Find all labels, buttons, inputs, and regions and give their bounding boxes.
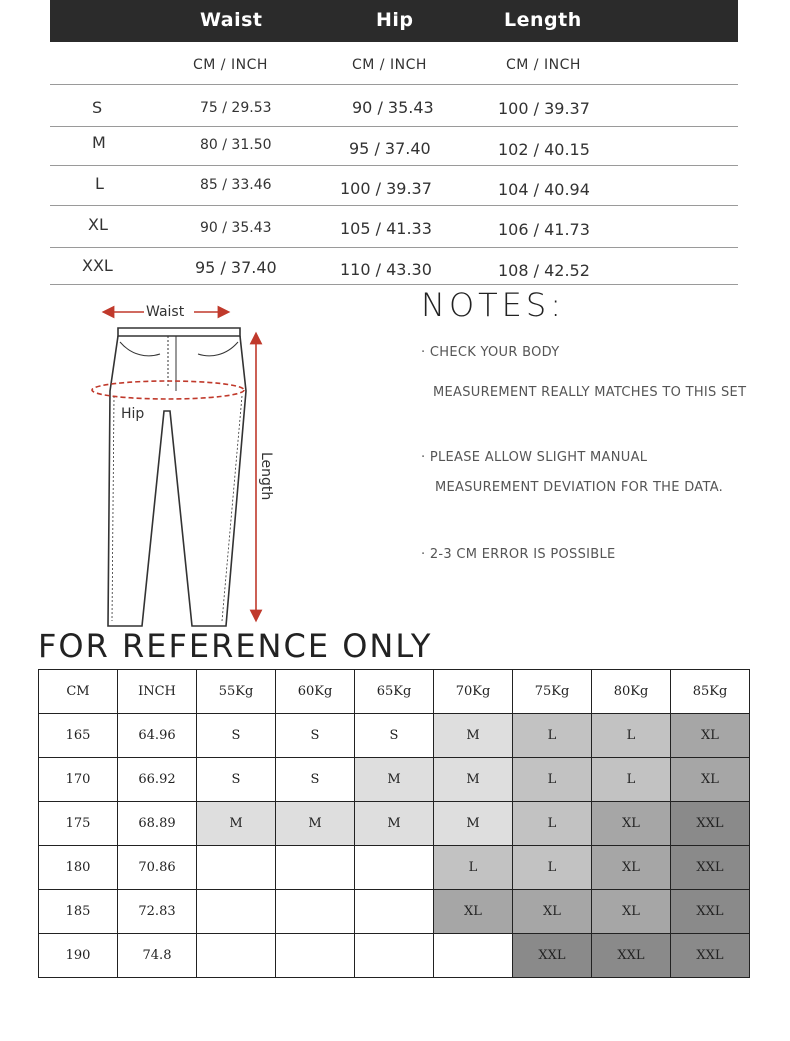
size-recommendation-cell: S: [197, 758, 276, 802]
size-recommendation-cell: L: [434, 846, 513, 890]
notes-title: NOTES:: [421, 286, 565, 324]
size-recommendation-cell: M: [434, 758, 513, 802]
hip-value: 90 / 35.43: [352, 98, 434, 117]
reference-row: [39, 846, 750, 890]
reference-table: [38, 669, 750, 978]
size-recommendation-cell: S: [197, 714, 276, 758]
size-row: [50, 206, 738, 248]
reference-row: [39, 714, 750, 758]
size-recommendation-cell: L: [513, 846, 592, 890]
size-table-header: [50, 0, 738, 42]
size-recommendation-cell: XXL: [671, 890, 750, 934]
height-inch-cell: 68.89: [118, 802, 197, 846]
height-cm-cell: 170: [39, 758, 118, 802]
size-recommendation-cell: XL: [671, 714, 750, 758]
size-recommendation-cell: M: [355, 802, 434, 846]
size-recommendation-cell: XXL: [671, 802, 750, 846]
size-recommendation-cell: [355, 934, 434, 978]
size-recommendation-cell: XL: [671, 758, 750, 802]
size-recommendation-cell: L: [592, 714, 671, 758]
size-recommendation-cell: [276, 934, 355, 978]
waist-value: 75 / 29.53: [200, 100, 272, 116]
size-recommendation-cell: XL: [592, 890, 671, 934]
size-recommendation-cell: [197, 846, 276, 890]
hip-value: 95 / 37.40: [349, 139, 431, 158]
waist-value: 80 / 31.50: [200, 137, 272, 153]
reference-header-cell: 80Kg: [592, 670, 671, 714]
size-label: M: [92, 133, 106, 152]
length-value: 106 / 41.73: [498, 220, 590, 239]
pants-diagram: [80, 296, 290, 632]
reference-header-cell: 70Kg: [434, 670, 513, 714]
pants-outline: [108, 328, 246, 626]
height-cm-cell: 180: [39, 846, 118, 890]
unit-length: CM / INCH: [506, 57, 581, 73]
size-recommendation-cell: S: [355, 714, 434, 758]
reference-row: [39, 934, 750, 978]
size-recommendation-cell: L: [513, 802, 592, 846]
length-value: 104 / 40.94: [498, 180, 590, 199]
size-recommendation-cell: L: [513, 714, 592, 758]
length-value: 102 / 40.15: [498, 140, 590, 159]
size-recommendation-cell: [276, 846, 355, 890]
hip-value: 100 / 39.37: [340, 179, 432, 198]
size-recommendation-cell: S: [276, 758, 355, 802]
size-label: L: [95, 174, 104, 193]
size-label: S: [92, 98, 103, 117]
size-recommendation-cell: XXL: [513, 934, 592, 978]
height-inch-cell: 74.8: [118, 934, 197, 978]
size-recommendation-cell: XL: [434, 890, 513, 934]
waist-value: 95 / 37.40: [195, 258, 277, 277]
size-row: [50, 85, 738, 127]
reference-header-row: [39, 670, 750, 714]
size-recommendation-cell: [197, 934, 276, 978]
size-label: XL: [88, 215, 108, 234]
note-line: · 2-3 CM ERROR IS POSSIBLE: [421, 547, 616, 562]
header-length: Length: [504, 9, 582, 31]
size-recommendation-cell: S: [276, 714, 355, 758]
hip-value: 110 / 43.30: [340, 260, 432, 279]
waist-value: 90 / 35.43: [200, 220, 272, 236]
reference-header-cell: CM: [39, 670, 118, 714]
length-value: 100 / 39.37: [498, 99, 590, 118]
reference-header-cell: 85Kg: [671, 670, 750, 714]
size-recommendation-cell: M: [276, 802, 355, 846]
size-recommendation-cell: [355, 890, 434, 934]
size-recommendation-cell: [197, 890, 276, 934]
note-line: MEASUREMENT REALLY MATCHES TO THIS SET: [433, 385, 747, 400]
size-recommendation-cell: M: [355, 758, 434, 802]
reference-header-cell: 65Kg: [355, 670, 434, 714]
height-inch-cell: 64.96: [118, 714, 197, 758]
reference-row: [39, 890, 750, 934]
reference-header-cell: 75Kg: [513, 670, 592, 714]
hip-value: 105 / 41.33: [340, 219, 432, 238]
hip-ellipse: [92, 381, 244, 399]
height-cm-cell: 190: [39, 934, 118, 978]
reference-title: FOR REFERENCE ONLY: [38, 627, 433, 665]
reference-header-cell: 60Kg: [276, 670, 355, 714]
size-recommendation-cell: [434, 934, 513, 978]
size-recommendation-cell: [276, 890, 355, 934]
note-line: · PLEASE ALLOW SLIGHT MANUAL: [421, 450, 648, 465]
note-line: · CHECK YOUR BODY: [421, 345, 560, 360]
hip-label: Hip: [121, 406, 145, 422]
reference-header-cell: INCH: [118, 670, 197, 714]
height-cm-cell: 175: [39, 802, 118, 846]
header-hip: Hip: [376, 9, 414, 31]
height-cm-cell: 165: [39, 714, 118, 758]
size-recommendation-cell: [355, 846, 434, 890]
size-recommendation-cell: L: [592, 758, 671, 802]
units-row: [50, 42, 738, 85]
size-recommendation-cell: M: [197, 802, 276, 846]
height-inch-cell: 72.83: [118, 890, 197, 934]
unit-hip: CM / INCH: [352, 57, 427, 73]
height-inch-cell: 70.86: [118, 846, 197, 890]
size-row: [50, 166, 738, 206]
reference-header-cell: 55Kg: [197, 670, 276, 714]
size-recommendation-cell: M: [434, 802, 513, 846]
length-value: 108 / 42.52: [498, 261, 590, 280]
size-recommendation-cell: L: [513, 758, 592, 802]
size-recommendation-cell: M: [434, 714, 513, 758]
size-recommendation-cell: XL: [513, 890, 592, 934]
height-inch-cell: 66.92: [118, 758, 197, 802]
reference-row: [39, 802, 750, 846]
size-row: [50, 127, 738, 166]
height-cm-cell: 185: [39, 890, 118, 934]
waist-label: Waist: [146, 304, 185, 320]
reference-row: [39, 758, 750, 802]
size-label: XXL: [82, 256, 113, 275]
length-label: Length: [258, 452, 274, 501]
unit-waist: CM / INCH: [193, 57, 268, 73]
size-recommendation-cell: XXL: [671, 846, 750, 890]
size-recommendation-cell: XL: [592, 846, 671, 890]
size-row: [50, 248, 738, 285]
waist-value: 85 / 33.46: [200, 177, 272, 193]
header-waist: Waist: [200, 9, 263, 31]
size-recommendation-cell: XXL: [671, 934, 750, 978]
note-line: MEASUREMENT DEVIATION FOR THE DATA.: [435, 480, 724, 495]
size-recommendation-cell: XXL: [592, 934, 671, 978]
size-recommendation-cell: XL: [592, 802, 671, 846]
